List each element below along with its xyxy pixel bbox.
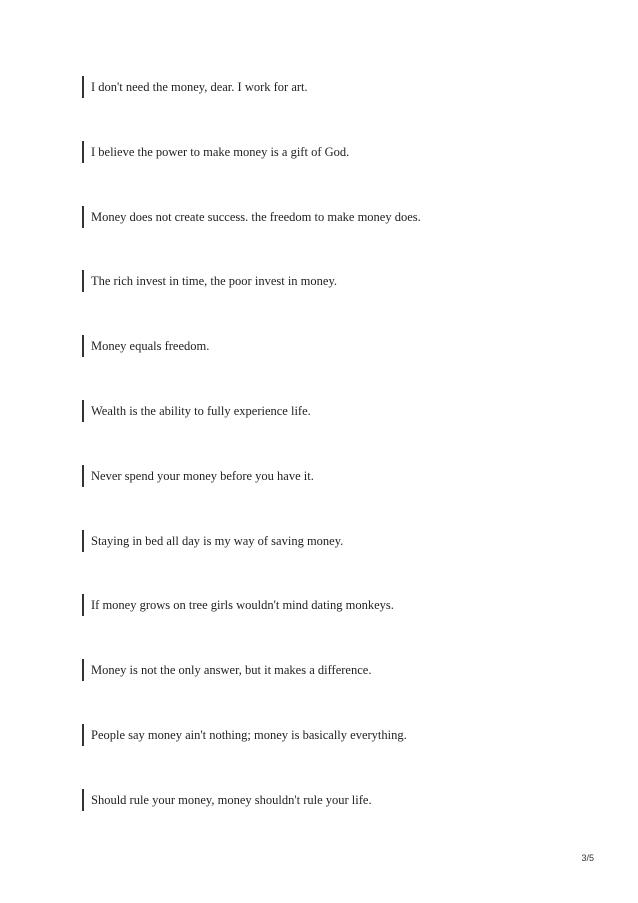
quote-item: [82, 270, 602, 335]
quote-item: [82, 594, 602, 659]
quote-bar: [82, 206, 84, 228]
quote-item: [82, 335, 602, 400]
quote-bar: [82, 530, 84, 552]
quote-item: [82, 789, 602, 854]
quote-bar: [82, 724, 84, 746]
quote-bar: [82, 659, 84, 681]
quote-bar: [82, 400, 84, 422]
quote-text: Never spend your money before you have it.: [91, 468, 314, 483]
quote-item: [82, 400, 602, 465]
quote-bar: [82, 270, 84, 292]
quote-item: [82, 724, 602, 789]
quote-bar: [82, 335, 84, 357]
quote-item: [82, 530, 602, 595]
quote-bar: [82, 76, 84, 98]
quote-text: Money does not create success. the freedom to make money does.: [91, 209, 421, 224]
quote-text: Money equals freedom.: [91, 339, 210, 354]
quote-item: [82, 206, 602, 271]
quote-bar: [82, 465, 84, 487]
quote-list: [82, 76, 602, 854]
page-number: 3/5: [581, 853, 594, 863]
quote-item: [82, 659, 602, 724]
quote-text: The rich invest in time, the poor invest in money.: [91, 274, 338, 289]
quote-item: [82, 76, 602, 141]
quote-text: Staying in bed all day is my way of saving money.: [91, 533, 344, 548]
quote-item: [82, 141, 602, 206]
quote-text: People say money ain't nothing; money is basically everything.: [91, 727, 407, 742]
quote-item: [82, 465, 602, 530]
quote-text: I believe the power to make money is a gift of God.: [91, 144, 350, 159]
quote-bar: [82, 594, 84, 616]
quote-text: If money grows on tree girls wouldn't mind dating monkeys.: [91, 598, 394, 613]
quote-text: Money is not the only answer, but it makes a difference.: [91, 663, 372, 678]
quote-text: Wealth is the ability to fully experience life.: [91, 403, 311, 418]
quote-bar: [82, 789, 84, 811]
quote-bar: [82, 141, 84, 163]
quote-text: I don't need the money, dear. I work for art.: [91, 80, 308, 94]
quote-text: Should rule your money, money shouldn't rule your life.: [91, 792, 372, 807]
